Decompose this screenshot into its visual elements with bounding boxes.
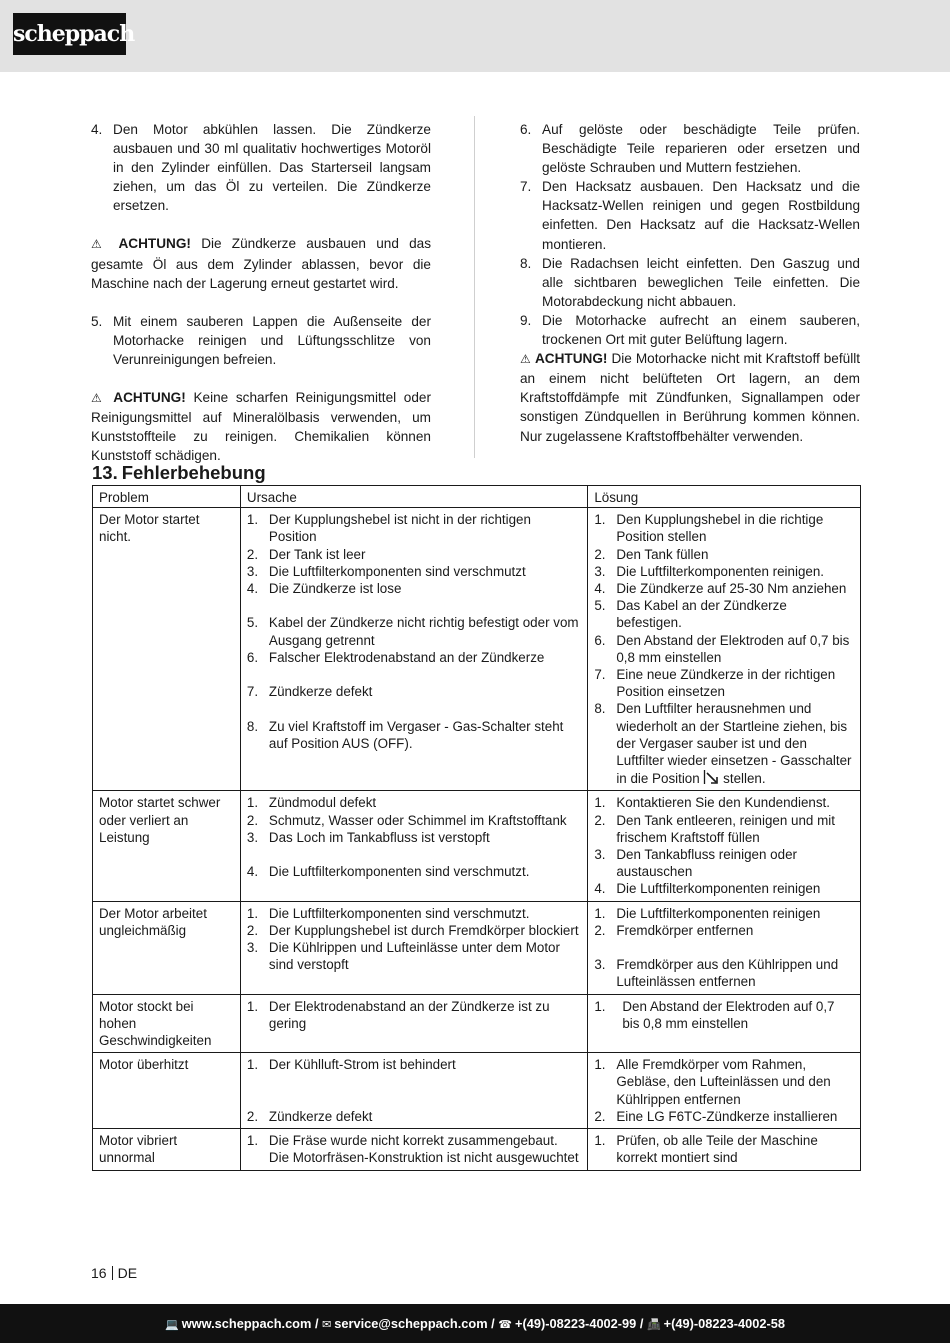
solution-cell: 1. Prüfen, ob alle Teile der Maschine korrekt montiert sind <box>588 1129 861 1170</box>
table-row <box>93 901 861 994</box>
problem-cell: Motor vibriert unnormal <box>93 1129 241 1170</box>
problem-cell: Motor überhitzt <box>93 1053 241 1129</box>
solution-cell: 1. Alle Fremdkörper vom Rahmen, Gebläse, den Lufteinlässen und den Kühlrippen entfernen 2. Eine LG F6TC-Zündkerze installieren <box>588 1053 861 1129</box>
fax-number: +(49)-08223-4002-58 <box>663 1316 785 1331</box>
header-bar <box>0 0 950 72</box>
problem-cell: Motor startet schwer oder verliert an Leistung <box>93 791 241 901</box>
table-header-row <box>93 486 861 508</box>
fax-icon: 📠 <box>646 1318 661 1331</box>
problem-cell: Motor stockt bei hohen Geschwindigkeiten <box>93 994 241 1053</box>
problem-cell: Der Motor startet nicht. <box>93 508 241 791</box>
mail-icon: ✉ <box>322 1318 332 1331</box>
cause-cell: 1. Die Fräse wurde nicht korrekt zusammengebaut. Die Motorfräsen-Konstruktion ist nicht ausgewuchtet <box>240 1129 587 1170</box>
header-problem: Problem <box>93 486 241 508</box>
choke-position-icon <box>703 769 719 785</box>
warning-icon: ⚠ <box>91 237 109 252</box>
list-item: 8. Die Radachsen leicht einfetten. Den Gaszug und alle sichtbaren beweglichen Teile einfetten. Die Motorabdeckung nicht abbauen. <box>520 255 860 309</box>
cause-cell: 1. Der Kupplungshebel ist nicht in der richtigen Position 2. Der Tank ist leer 3. Die Luftfilterkomponenten sind verschmutzt 4. Die Zündkerze ist lose 5. Kabel der Zündkerze nicht richtig befestigt oder vom Ausgang getrennt 6. Falscher Elektrodenabstand an der Zündkerze 7. Zündkerze defekt 8. Zu viel Kraftstoff im Vergaser - Gas-Schalter steht auf Position AUS (OFF). <box>240 508 587 791</box>
troubleshooting-table <box>92 485 861 1171</box>
warning-paragraph: ⚠ ACHTUNG! Die Motorhacke nicht mit Kraftstoff befüllt an einem nicht belüfteten Ort lagern, an dem Kraftstoffdämpfe mit Zündfunken, Signallampen oder sonstigen Zündquellen in Berührung kommen können. Nur zugelassene Kraftstoffbehälter verwenden. <box>520 351 861 444</box>
cause-cell: 1. Der Elektrodenabstand an der Zündkerze ist zu gering <box>240 994 587 1053</box>
cause-cell: 1. Der Kühlluft-Strom ist behindert 2. Zündkerze defekt <box>240 1053 587 1129</box>
page-number: 16 DE <box>91 1265 138 1281</box>
brand-logo: scheppach <box>13 13 126 55</box>
list-item: 4. Den Motor abkühlen lassen. Die Zündkerze ausbauen und 30 ml qualitativ hochwertiges Motoröl in den Zylinder einfüllen. Das Starterseil langsam ziehen, um das Öl zu verteilen. Die Zündkerze ersetzen. <box>91 122 431 214</box>
maintenance-left-column <box>91 120 431 465</box>
table-row <box>93 508 861 791</box>
solution-cell: 1. Kontaktieren Sie den Kundendienst. 2. Den Tank entleeren, reinigen und mit frischem Kraftstoff füllen 3. Den Tankabfluss reinigen oder austauschen 4. Die Luftfilterkomponenten reinigen <box>588 791 861 901</box>
warning-icon: ⚠ <box>520 352 531 367</box>
section-title: 13. Fehlerbehebung <box>92 462 266 483</box>
table-row <box>93 1129 861 1170</box>
maintenance-right-column <box>520 120 860 446</box>
header-solution: Lösung <box>588 486 861 508</box>
solution-cell: 1. Die Luftfilterkomponenten reinigen 2. Fremdkörper entfernen 3. Fremdkörper aus den Kühlrippen und Lufteinlässen entfernen <box>588 901 861 994</box>
computer-icon: 💻 <box>165 1318 179 1331</box>
table-row <box>93 791 861 901</box>
warning-icon: ⚠ <box>91 391 106 406</box>
cause-cell: 1. Die Luftfilterkomponenten sind verschmutzt. 2. Der Kupplungshebel ist durch Fremdkörper blockiert 3. Die Kühlrippen und Lufteinlässe unter dem Motor sind verstopft <box>240 901 587 994</box>
list-item: 6. Auf gelöste oder beschädigte Teile prüfen. Beschädigte Teile reparieren oder ersetzen und gelöste Schrauben und Muttern festziehen. <box>520 122 860 176</box>
website-link[interactable]: www.scheppach.com <box>181 1316 312 1331</box>
phone-icon: ☎ <box>498 1318 512 1331</box>
email-link[interactable]: service@scheppach.com <box>334 1316 488 1331</box>
warning-paragraph: ⚠ ACHTUNG! Die Zündkerze ausbauen und das gesamte Öl aus dem Zylinder ablassen, bevor die Maschine nach der Lagerung erneut gestartet wird. <box>91 236 432 291</box>
list-item: 7. Den Hacksatz ausbauen. Den Hacksatz und die Hacksatz-Wellen reinigen und gegen Rostbildung einfetten. Den Hacksatz auf die Hacksatz-Wellen montieren. <box>520 179 860 252</box>
list-item: 9. Die Motorhacke aufrecht an einem sauberen, trockenen Ort mit guter Belüftung lagern. <box>520 312 860 348</box>
problem-cell: Der Motor arbeitet ungleichmäßig <box>93 901 241 994</box>
list-item: 5. Mit einem sauberen Lappen die Außenseite der Motorhacke reinigen und Lüftungsschlitze von Verunreinigungen befreien. <box>91 313 431 367</box>
column-divider <box>474 116 475 458</box>
solution-cell: 1. Den Abstand der Elektroden auf 0,7 bis 0,8 mm einstellen <box>588 994 861 1053</box>
phone-number: +(49)-08223-4002-99 <box>514 1316 637 1331</box>
cause-cell: 1. Zündmodul defekt 2. Schmutz, Wasser oder Schimmel im Kraftstofftank 3. Das Loch im Tankabfluss ist verstopft 4. Die Luftfilterkomponenten sind verschmutzt. <box>240 791 587 901</box>
warning-paragraph: ⚠ ACHTUNG! Keine scharfen Reinigungsmittel oder Reinigungsmittel auf Mineralölbasis verwenden, um Kunststoffteile zu reinigen. Chemikalien können Kunststoff schädigen. <box>91 390 432 464</box>
table-row <box>93 1053 861 1129</box>
footer-contact-bar: 💻 www.scheppach.com / ✉ service@scheppach.com / ☎ +(49)-08223-4002-99 / 📠 +(49)-08223-4002-58 <box>0 1304 950 1343</box>
table-row <box>93 994 861 1053</box>
header-cause: Ursache <box>240 486 587 508</box>
solution-cell: 1. Den Kupplungshebel in die richtige Position stellen 2. Den Tank füllen 3. Die Luftfilterkomponenten reinigen. 4. Die Zündkerze auf 25-30 Nm anziehen 5. Das Kabel an der Zündkerze befestigen. 6. Den Abstand der Elektroden auf 0,7 bis 0,8 mm einstellen 7. Eine neue Zündkerze in der richtigen Position einsetzen 8. Den Luftfilter herausnehmen und wiederholt an der Startleine ziehen, bis der Vergaser sauber ist und den Luftfilter wieder einsetzen - Gasschalter in die Position stellen. <box>588 508 861 791</box>
